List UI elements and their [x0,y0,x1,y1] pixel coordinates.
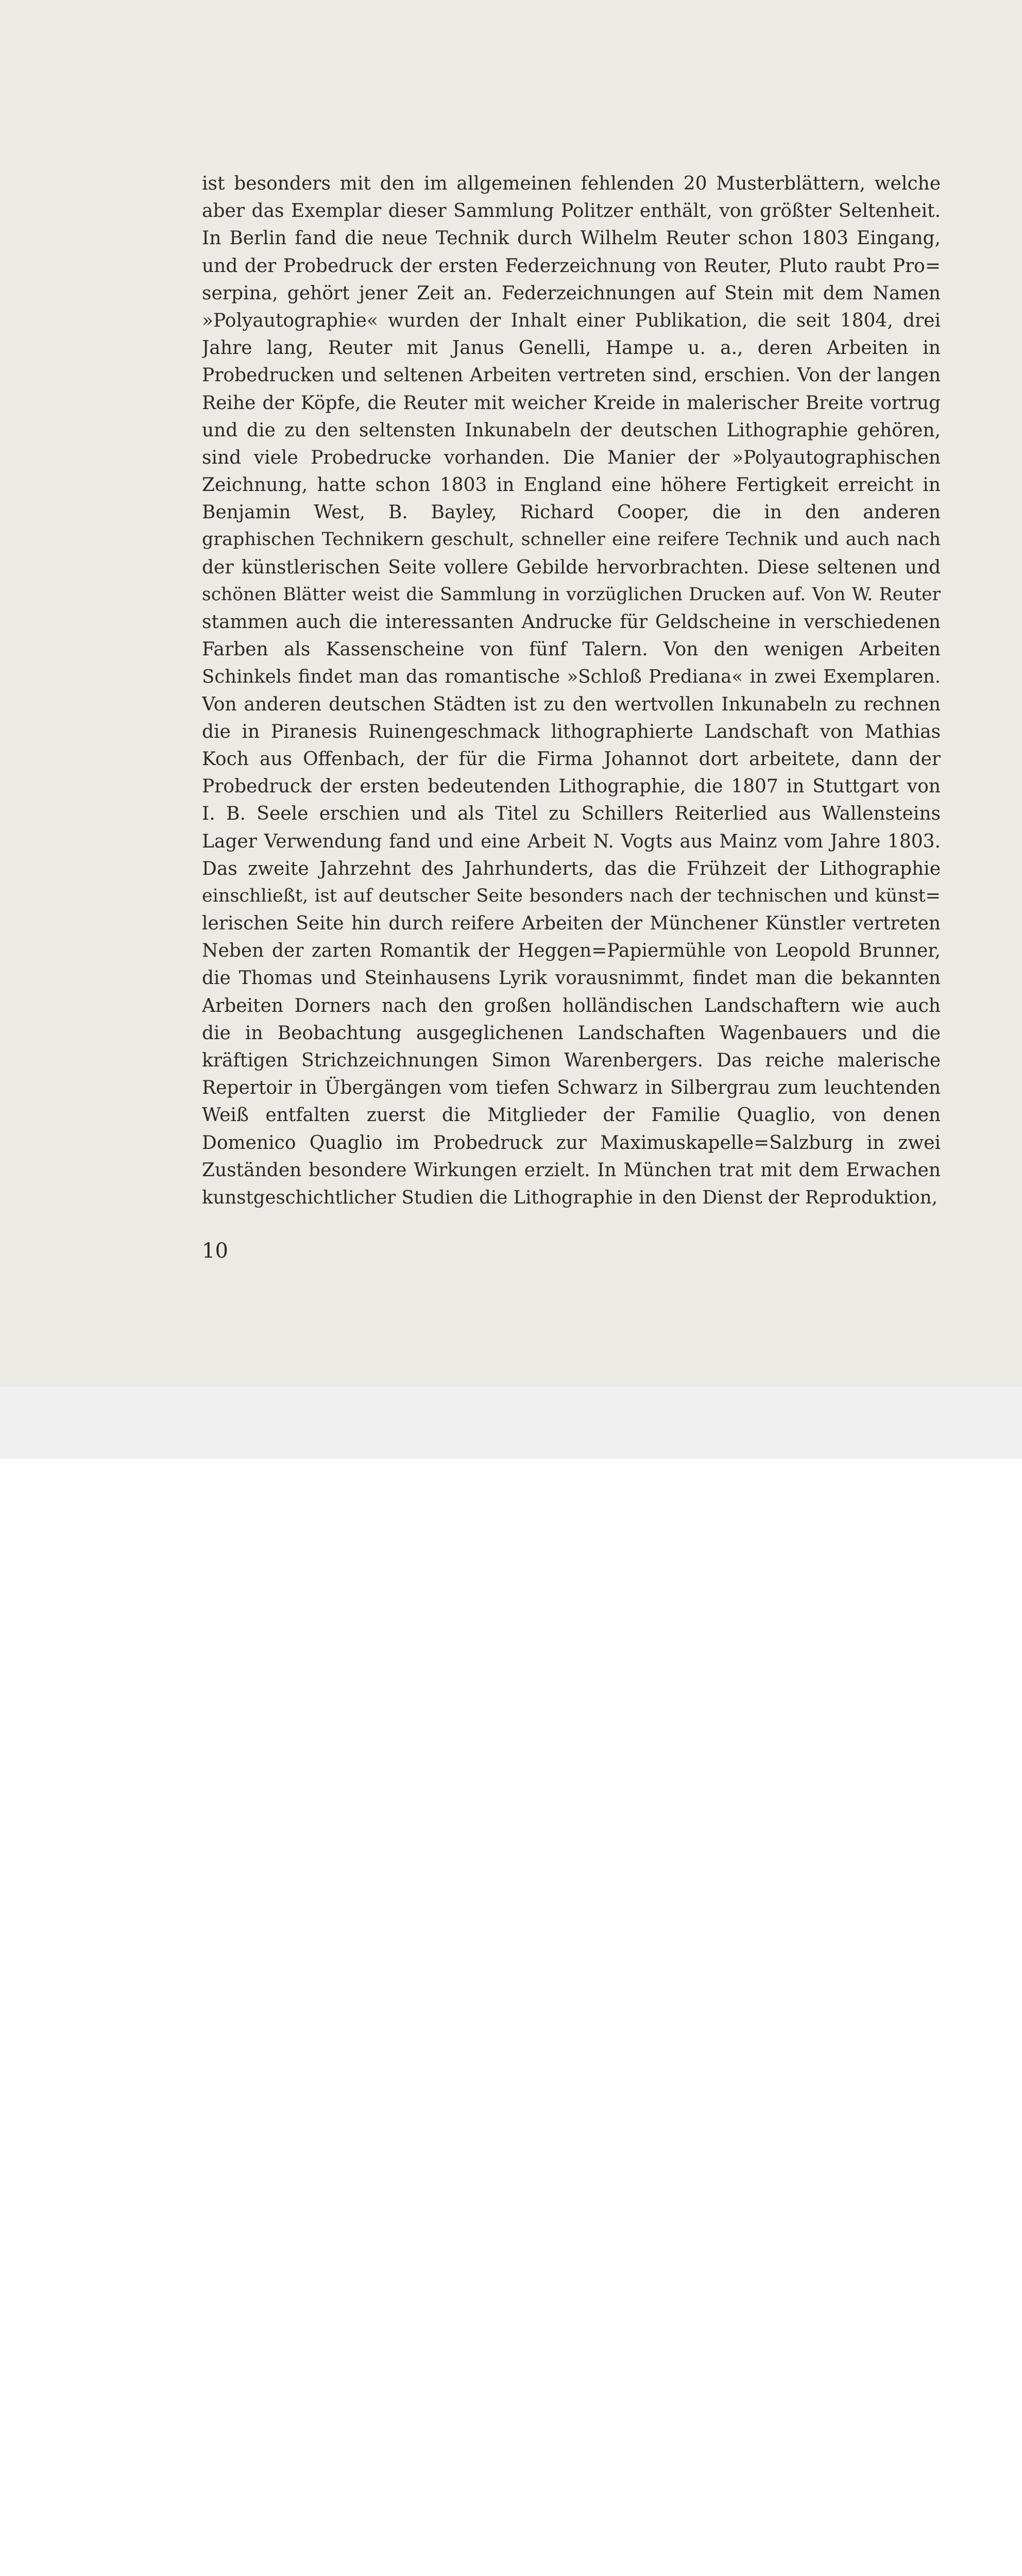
text-line: Domenico Quaglio im Probedruck zur Maximuskapelle=Salzburg in zwei [202,1132,941,1154]
text-line: die in Piranesis Ruinengeschmack lithographierte Landschaft von Mathias [202,721,941,742]
text-line: Lager Verwendung fand und eine Arbeit N. Vogts aus Mainz vom Jahre 1803. [202,831,941,852]
text-line: aber das Exemplar dieser Sammlung Politzer enthält, von größter Seltenheit. [202,200,941,222]
text-line: Das zweite Jahrzehnt des Jahrhunderts, das die Frühzeit der Lithographie [202,858,941,879]
text-line: lerischen Seite hin durch reifere Arbeiten der Münchener Künstler vertreten [202,913,941,935]
page-number: 10 [202,1239,228,1263]
text-line: und der Probedruck der ersten Federzeichnung von Reuter, Pluto raubt Pro= [202,255,941,277]
text-line: stammen auch die interessanten Andrucke für Geldscheine in verschiedenen [202,612,941,633]
text-line: sind viele Probedrucke vorhanden. Die Manier der »Polyautographischen [202,447,941,468]
text-line: die Thomas und Steinhausens Lyrik vorausnimmt, findet man die bekannten [202,968,941,989]
text-line: Weiß entfalten zuerst die Mitglieder der Familie Quaglio, von denen [202,1105,941,1126]
text-line: Repertoir in Übergängen vom tiefen Schwarz in Silbergrau zum leuchtenden [202,1077,941,1099]
text-line: In Berlin fand die neue Technik durch Wilhelm Reuter schon 1803 Eingang, [202,228,941,249]
text-line: »Polyautographie« wurden der Inhalt einer Publikation, die seit 1804, drei [202,310,941,331]
text-line: kunstgeschichtlicher Studien die Lithographie in den Dienst der Reproduktion, [202,1187,938,1208]
text-line: und die zu den seltensten Inkunabeln der deutschen Lithographie gehören, [202,419,941,441]
text-line: I. B. Seele erschien und als Titel zu Schillers Reiterlied aus Wallensteins [202,803,941,825]
text-line: einschließt, ist auf deutscher Seite besonders nach der technischen und künst= [202,885,941,906]
text-line: Farben als Kassenscheine von fünf Talern. Von den wenigen Arbeiten [202,639,941,660]
text-line: ist besonders mit den im allgemeinen fehlenden 20 Musterblättern, welche [202,173,941,194]
viewer-footer [0,1387,1022,1459]
text-line: Probedrucken und seltenen Arbeiten vertreten sind, erschien. Von der langen [202,365,941,386]
body-text [202,170,941,1211]
text-line: Koch aus Offenbach, der für die Firma Johannot dort arbeitete, dann der [202,748,941,770]
text-line: graphischen Technikern geschult, schneller eine reifere Technik und auch nach [202,529,941,550]
text-line: schönen Blätter weist die Sammlung in vorzüglichen Drucken auf. Von W. Reuter [202,584,941,605]
text-line: Schinkels findet man das romantische »Schloß Prediana« in zwei Exemplaren. [202,666,941,688]
text-line: Zuständen besondere Wirkungen erzielt. In München trat mit dem Erwachen [202,1159,941,1181]
text-line: der künstlerischen Seite vollere Gebilde hervorbrachten. Diese seltenen und [202,556,941,578]
text-line: Von anderen deutschen Städten ist zu den wertvollen Inkunabeln zu rechnen [202,693,941,715]
text-line: serpina, gehört jener Zeit an. Federzeichnungen auf Stein mit dem Namen [202,282,941,304]
text-line: Neben der zarten Romantik der Heggen=Papiermühle von Leopold Brunner, [202,940,941,962]
text-line: Jahre lang, Reuter mit Janus Genelli, Hampe u. a., deren Arbeiten in [202,337,941,359]
text-line: kräftigen Strichzeichnungen Simon Warenbergers. Das reiche malerische [202,1050,941,1071]
text-line: Reihe der Köpfe, die Reuter mit weicher Kreide in malerischer Breite vortrug [202,392,941,414]
text-line: Probedruck der ersten bedeutenden Lithographie, die 1807 in Stuttgart von [202,776,941,798]
text-line: die in Beobachtung ausgeglichenen Landschaften Wagenbauers und die [202,1022,941,1044]
text-line: Benjamin West, B. Bayley, Richard Cooper, die in den anderen [202,502,941,523]
text-line: Zeichnung, hatte schon 1803 in England eine höhere Fertigkeit erreicht in [202,474,941,496]
text-line: Arbeiten Dorners nach den großen holländischen Landschaftern wie auch [202,995,941,1016]
